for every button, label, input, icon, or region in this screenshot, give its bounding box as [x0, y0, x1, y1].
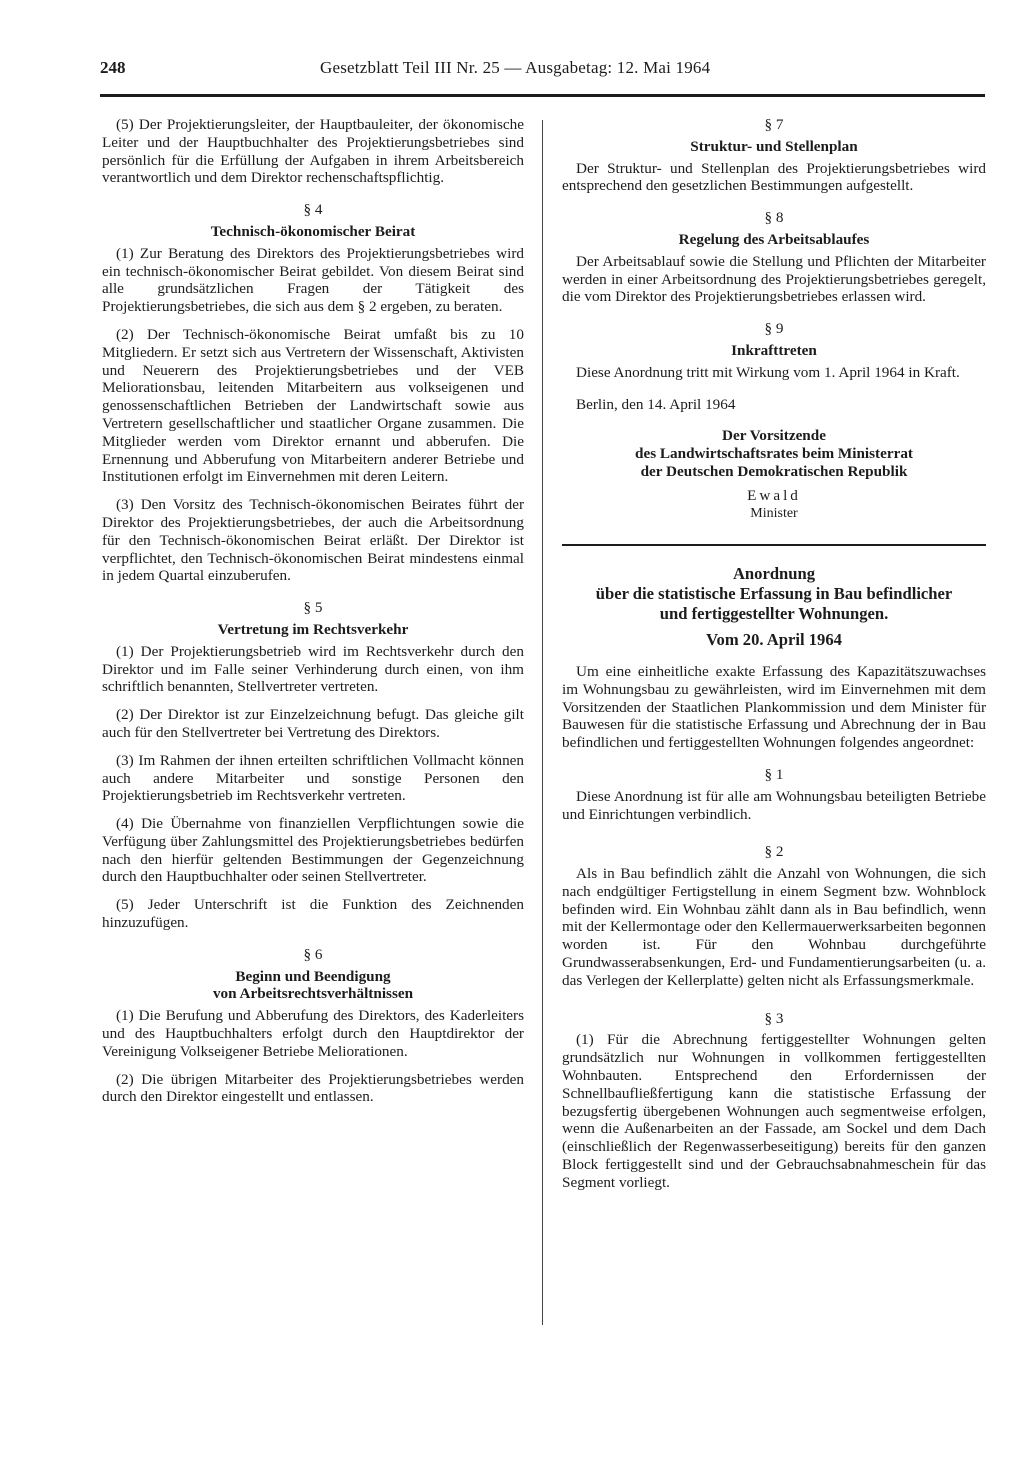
paragraph: Der Arbeitsablauf sowie die Stellung und Pflichten der Mitarbeiter werden in einer Arbeitsordnung des Projektierungsbetriebes geregelt, die vom Direktor des Projektierungsbetriebes erlassen wird. — [562, 252, 986, 306]
header-rule — [100, 94, 985, 97]
paragraph: (1) Die Berufung und Abberufung des Direktors, des Kaderleiters und des Hauptbuchhalters erfolgt durch den Hauptdirektor der Vereinigung Volkseigener Betriebe Meliorationen. — [102, 1007, 524, 1060]
paragraph: Um eine einheitliche exakte Erfassung des Kapazitätszuwachses im Wohnungsbau zu gewährleisten, wird im Einvernehmen mit dem Vorsitzenden der Staatlichen Plankommission und dem Minister für Bauwesen für die statistische Erfassung und Abrechnung der in Bau befindlichen und fertiggestellten Wohnungen folgendes angeordnet: — [562, 662, 986, 752]
section-title: Regelung des Arbeitsablaufes — [678, 230, 870, 248]
signatory-title: Der Vorsitzende — [722, 427, 826, 445]
ordinance-title: und fertiggestellter Wohnungen. — [659, 603, 889, 623]
ordinance-date: Vom 20. April 1964 — [706, 630, 842, 650]
paragraph: (4) Die Übernahme von finanziellen Verpflichtungen sowie die Verfügung über Zahlungsmittel des Projektierungsbetriebes bedürfen nach den hierfür geltenden Bestimmungen der Gegenzeichnung durch den Hauptbuchhalter oder seinen Stellvertreter. — [102, 815, 524, 886]
paragraph: Als in Bau befindlich zählt die Anzahl von Wohnungen, die sich nach endgültiger Fertigstellung in einem Segment bzw. Wohnblock befinden wird. Ein Wohnbau zählt dann als in Bau befindlich, wenn mit der Kellermontage oder den Kellermauerwerksarbeiten begonnen worden ist. Für den Wohnbau durchgeführte Grundwasserabsenkungen, Erd- und Fundamentierungsarbeiten (u. a. das Verlegen der Kellerplatte) gelten nicht als Erfassungsmerkmale. — [562, 865, 986, 989]
paragraph: Diese Anordnung tritt mit Wirkung vom 1. April 1964 in Kraft. — [576, 363, 960, 381]
section-number: § 3 — [764, 1009, 784, 1027]
ordinance-title: Anordnung — [732, 564, 816, 584]
paragraph: (2) Der Direktor ist zur Einzelzeichnung befugt. Das gleiche gilt auch für den Stellvertreter bei Vertretung des Direktors. — [102, 706, 524, 741]
section-number: § 6 — [303, 945, 323, 963]
paragraph: (1) Zur Beratung des Direktors des Projektierungsbetriebes wird ein technisch-ökonomischer Beirat gebildet. Von diesem Beirat sind alle grundsätzlichen Fragen der Tätigkeit des Projektierungsbetriebes, die sich aus dem § 2 ergeben, zu beraten. — [102, 244, 524, 316]
section-title: Beginn und Beendigung — [235, 967, 391, 985]
section-number: § 4 — [303, 201, 323, 219]
section-number: § 7 — [764, 116, 784, 133]
section-title: Vertretung im Rechtsverkehr — [217, 620, 409, 638]
running-title: Gesetzblatt Teil III Nr. 25 — Ausgabetag: 12. Mai 1964 — [320, 58, 711, 77]
paragraph: (3) Im Rahmen der ihnen erteilten schriftlichen Vollmacht können auch andere Mitarbeiter und sonstige Personen den Projektierungsbetrieb im Rechtsverkehr vertreten. — [102, 751, 524, 805]
paragraph: (2) Der Technisch-ökonomische Beirat umfaßt bis zu 10 Mitgliedern. Er setzt sich aus Vertretern der Wissenschaft, Aktivisten und Neuerern des Projektierungsbetriebes und der VEB Meliorationsbau, leitenden Mitarbeitern aus volkseigenen und genossenschaftlichen Betrieben der Landwirtschaft sowie aus Vertretern gesellschaftlicher und staatlicher Organe zusammen. Die Mitglieder werden vom Direktor ernannt und abberufen. Die Ernennung und Abberufung von Mitarbeitern anderer Betriebe und Institutionen erfolgt im Einvernehmen mit deren Leitern. — [102, 325, 524, 486]
signatory-role: Minister — [750, 505, 798, 521]
section-separator — [562, 544, 986, 546]
section-title: Technisch-ökonomischer Beirat — [210, 222, 416, 240]
paragraph: (2) Die übrigen Mitarbeiter des Projektierungsbetriebes werden durch den Direktor eingestellt und entlassen. — [102, 1070, 524, 1106]
paragraph: Diese Anordnung ist für alle am Wohnungsbau beteiligten Betriebe und Einrichtungen verbindlich. — [562, 787, 986, 823]
paragraph: Der Struktur- und Stellenplan des Projektierungsbetriebes wird entsprechend den gesetzlichen Bestimmungen aufgestellt. — [562, 159, 986, 195]
paragraph: (1) Für die Abrechnung fertiggestellter Wohnungen gelten grundsätzlich nur Wohnungen in vollkommen fertiggestellten Wohnbauten. Entsprechend den Erfordernissen der Schnellbaufließfertigung kann die statistische Erfassung der bezugsfertig übergebenen Wohnungen auch segmentweise erfolgen, wenn die Außenarbeiten an der Fassade, am Sockel und dem Dach (einschließlich der Regenwasserbeseitigung) bereits für den ganzen Block fertiggestellt sind und der Gebrauchsabnahmeschein für das Segment vorliegt. — [562, 1031, 986, 1191]
signatory-block — [562, 427, 986, 522]
right-column — [562, 116, 986, 1202]
section-number: § 1 — [764, 765, 784, 783]
paragraph: (3) Den Vorsitz des Technisch-ökonomischen Beirates führt der Direktor des Projektierungsbetriebes, der auch die Arbeitsordnung für den Technisch-ökonomischen Beirat erläßt. Der Direktor ist verpflichtet, den Technisch-ökonomischen Beirat mindestens einmal in jedem Quartal einzuberufen. — [102, 496, 524, 585]
signatory-title: der Deutschen Demokratischen Republik — [640, 462, 908, 480]
section-number: § 8 — [764, 209, 784, 227]
paragraph: (5) Der Projektierungsleiter, der Hauptbauleiter, der ökonomische Leiter und der Hauptbuchhalter des Projektierungsbetriebes sind persönlich für die Erfüllung der Aufgaben in ihrem Arbeitsbereich verantwortlich und dem Direktor rechenschaftspflichtig. — [102, 116, 524, 187]
section-title: Struktur- und Stellenplan — [690, 137, 858, 155]
paragraph: (5) Jeder Unterschrift ist die Funktion des Zeichnenden hinzuzufügen. — [102, 896, 524, 932]
section-number: § 5 — [303, 599, 323, 617]
ordinance-title: über die statistische Erfassung in Bau befindlicher — [595, 583, 953, 603]
section-number: § 2 — [764, 843, 784, 861]
section-title: Inkrafttreten — [731, 341, 817, 359]
page-number: 248 — [100, 58, 126, 77]
column-divider — [542, 120, 543, 1325]
paragraph: (1) Der Projektierungsbetrieb wird im Rechtsverkehr durch den Direktor und im Falle seiner Verhinderung durch einen, von ihm schriftlich benannten, Stellvertreter vertreten. — [102, 642, 524, 696]
place-date: Berlin, den 14. April 1964 — [576, 395, 736, 413]
signatory-title: des Landwirtschaftsrates beim Ministerrat — [635, 445, 913, 463]
section-title: von Arbeitsrechtsverhältnissen — [212, 985, 414, 1003]
left-column — [102, 116, 524, 1116]
signatory-name: Ewald — [747, 486, 801, 504]
section-number: § 9 — [764, 320, 784, 338]
